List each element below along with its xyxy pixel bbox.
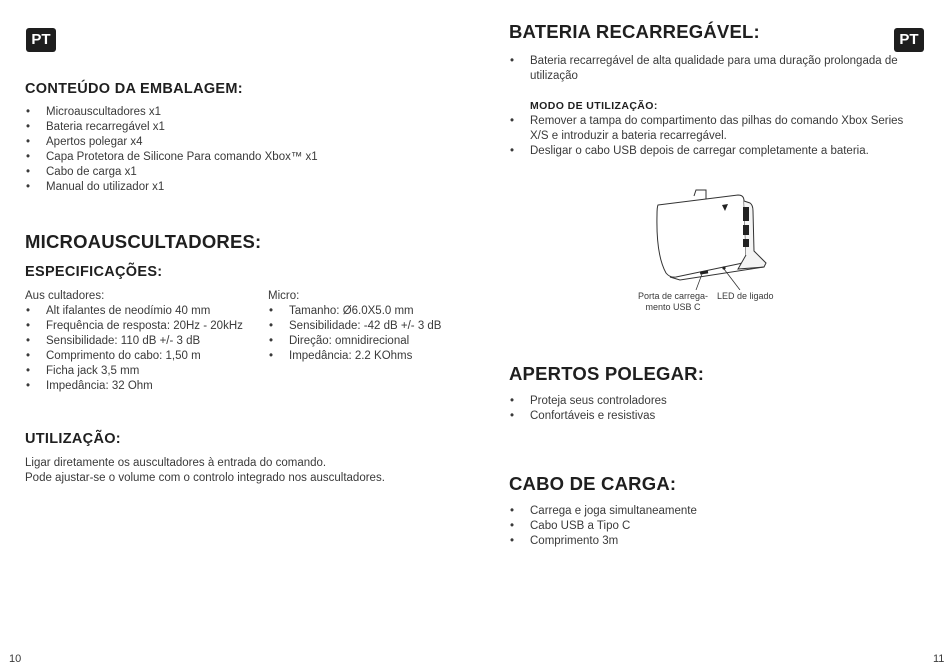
list-item: • Sensibilidade: -42 dB +/- 3 dB xyxy=(268,319,468,334)
battery-heading: BATERIA RECARREGÁVEL: xyxy=(509,21,760,42)
mic-label: Micro: xyxy=(268,290,300,302)
package-contents-heading: CONTEÚDO DA EMBALAGEM: xyxy=(25,81,243,97)
usb-port-caption-line-2: mento USB C xyxy=(645,302,701,312)
list-item: • Tamanho: Ø6.0X5.0 mm xyxy=(268,304,468,319)
list-item: • Sensibilidade: 110 dB +/- 3 dB xyxy=(25,334,270,349)
language-badge-right: PT xyxy=(894,28,924,52)
headset-heading: MICROAUSCULTADORES: xyxy=(25,231,262,252)
charging-cable-heading: CABO DE CARGA: xyxy=(509,473,677,494)
list-item: • Impedância: 32 Ohm xyxy=(25,379,270,394)
list-item: • Microauscultadores x1 xyxy=(25,105,445,120)
list-item: • Capa Protetora de Silicone Para comando Xbox™ x1 xyxy=(25,150,445,165)
list-item: • Frequência de resposta: 20Hz - 20kHz xyxy=(25,319,270,334)
list-item: • Comprimento do cabo: 1,50 m xyxy=(25,349,270,364)
usage-mode-list xyxy=(509,114,909,159)
thumb-grips-list xyxy=(509,394,909,424)
list-item: • Remover a tampa do compartimento das pilhas do comando Xbox Series X/S e introduzir a bateria recarregável. xyxy=(509,114,909,144)
usb-port-caption-line-1: Porta de carrega- xyxy=(637,291,709,301)
list-item: • Bateria recarregável x1 xyxy=(25,120,445,135)
earphones-spec-list xyxy=(25,304,270,394)
list-item: • Cabo USB a Tipo C xyxy=(509,519,909,534)
usage-line-2: Pode ajustar-se o volume com o controlo integrado nos auscultadores. xyxy=(25,472,385,484)
mic-spec-list xyxy=(268,304,468,364)
usb-port-caption xyxy=(637,291,709,313)
list-item: • Carrega e joga simultaneamente xyxy=(509,504,909,519)
earphones-label: Aus cultadores: xyxy=(25,290,105,302)
page-number-left: 10 xyxy=(9,653,22,665)
usage-heading: UTILIZAÇÃO: xyxy=(25,431,121,447)
usage-mode-heading: MODO DE UTILIZAÇÃO: xyxy=(530,100,658,112)
list-item: • Desligar o cabo USB depois de carregar completamente a bateria. xyxy=(509,144,909,159)
language-badge-left: PT xyxy=(26,28,56,52)
package-contents-list xyxy=(25,105,445,195)
thumb-grips-heading: APERTOS POLEGAR: xyxy=(509,363,705,384)
list-item: • Confortáveis e resistivas xyxy=(509,409,909,424)
power-led-caption: LED de ligado xyxy=(717,291,774,301)
specifications-heading: ESPECIFICAÇÕES: xyxy=(25,264,163,280)
page-number-right: 11 xyxy=(933,653,945,665)
list-item: • Ficha jack 3,5 mm xyxy=(25,364,270,379)
battery-illustration xyxy=(640,185,780,290)
usage-line-1: Ligar diretamente os auscultadores à entrada do comando. xyxy=(25,457,327,469)
list-item: • Manual do utilizador x1 xyxy=(25,180,445,195)
list-item: • Apertos polegar x4 xyxy=(25,135,445,150)
list-item: • Cabo de carga x1 xyxy=(25,165,445,180)
list-item: • Proteja seus controladores xyxy=(509,394,909,409)
list-item: • Direção: omnidirecional xyxy=(268,334,468,349)
list-item: • Alt ifalantes de neodímio 40 mm xyxy=(25,304,270,319)
battery-features-list xyxy=(509,54,929,84)
list-item: • Impedância: 2.2 KOhms xyxy=(268,349,468,364)
list-item: • Comprimento 3m xyxy=(509,534,909,549)
list-item: • Bateria recarregável de alta qualidade para uma duração prolongada de utilização xyxy=(509,54,929,84)
charging-cable-list xyxy=(509,504,909,549)
